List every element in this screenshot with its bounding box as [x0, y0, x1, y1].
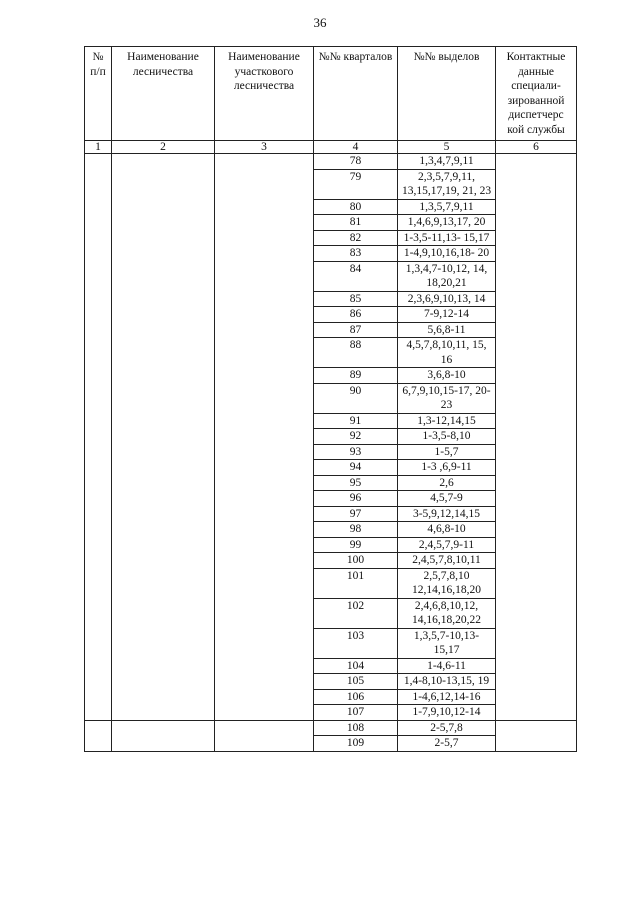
quarter-number-cell: 87 — [314, 322, 398, 338]
quarter-number-cell: 79 — [314, 169, 398, 199]
plot-numbers-cell: 1,4-8,10-13,15, 19 — [398, 674, 496, 690]
plot-numbers-cell: 2,5,7,8,10 12,14,16,18,20 — [398, 568, 496, 598]
quarter-number-cell: 102 — [314, 598, 398, 628]
column-number: 1 — [85, 141, 112, 154]
table-row — [85, 154, 577, 170]
header-quarter-numbers — [314, 47, 398, 141]
quarter-number-cell: 95 — [314, 475, 398, 491]
header-text: Наименование лесничества — [127, 51, 199, 78]
header-forestry-name — [112, 47, 215, 141]
forestry-table — [84, 46, 577, 752]
quarter-number-cell: 104 — [314, 658, 398, 674]
row-number-cell — [85, 720, 112, 751]
column-number: 4 — [314, 141, 398, 154]
plot-numbers-cell: 2,3,6,9,10,13, 14 — [398, 291, 496, 307]
plot-numbers-cell: 1-3 ,6,9-11 — [398, 460, 496, 476]
plot-numbers-cell: 1,3,5,7-10,13- 15,17 — [398, 628, 496, 658]
plot-numbers-cell: 1,3-12,14,15 — [398, 413, 496, 429]
quarter-number-cell: 85 — [314, 291, 398, 307]
table-body — [85, 154, 577, 752]
header-text: Наименование участкового лесничества — [228, 51, 300, 92]
plot-numbers-cell: 6,7,9,10,15-17, 20-23 — [398, 383, 496, 413]
quarter-number-cell: 93 — [314, 444, 398, 460]
plot-numbers-cell: 2,6 — [398, 475, 496, 491]
quarter-number-cell: 106 — [314, 689, 398, 705]
header-text: Контактные данные специали-зированной диспетчерс кой службы — [506, 51, 566, 136]
plot-numbers-cell: 2,4,5,7,9-11 — [398, 537, 496, 553]
quarter-number-cell: 82 — [314, 230, 398, 246]
plot-numbers-cell: 1-4,6-11 — [398, 658, 496, 674]
plot-numbers-cell: 1-5,7 — [398, 444, 496, 460]
column-number: 6 — [496, 141, 577, 154]
quarter-number-cell: 107 — [314, 705, 398, 721]
plot-numbers-cell: 1-4,9,10,16,18- 20 — [398, 246, 496, 262]
contact-cell — [496, 720, 577, 751]
plot-numbers-cell: 2,4,6,8,10,12, 14,16,18,20,22 — [398, 598, 496, 628]
quarter-number-cell: 96 — [314, 491, 398, 507]
quarter-number-cell: 83 — [314, 246, 398, 262]
quarter-number-cell: 109 — [314, 736, 398, 752]
contact-cell — [496, 154, 577, 721]
plot-numbers-cell: 1,3,4,7,9,11 — [398, 154, 496, 170]
plot-numbers-cell: 1-7,9,10,12-14 — [398, 705, 496, 721]
quarter-number-cell: 81 — [314, 215, 398, 231]
quarter-number-cell: 88 — [314, 338, 398, 368]
plot-numbers-cell: 1,3,5,7,9,11 — [398, 199, 496, 215]
district-cell — [215, 154, 314, 721]
page-number: 36 — [313, 15, 327, 30]
quarter-number-cell: 103 — [314, 628, 398, 658]
plot-numbers-cell: 2-5,7 — [398, 736, 496, 752]
plot-numbers-cell: 1-4,6,12,14-16 — [398, 689, 496, 705]
quarter-number-cell: 98 — [314, 522, 398, 538]
plot-numbers-cell: 2-5,7,8 — [398, 720, 496, 736]
quarter-number-cell: 99 — [314, 537, 398, 553]
header-text: №№ кварталов — [318, 51, 393, 63]
header-text: №№ выделов — [413, 51, 480, 63]
plot-numbers-cell: 3-5,9,12,14,15 — [398, 506, 496, 522]
plot-numbers-cell: 1-3,5-11,13- 15,17 — [398, 230, 496, 246]
plot-numbers-cell: 5,6,8-11 — [398, 322, 496, 338]
plot-numbers-cell: 4,5,7,8,10,11, 15, 16 — [398, 338, 496, 368]
quarter-number-cell: 90 — [314, 383, 398, 413]
plot-numbers-cell: 3,6,8-10 — [398, 368, 496, 384]
header-plot-numbers — [398, 47, 496, 141]
table-row — [85, 720, 577, 736]
plot-numbers-cell: 1,4,6,9,13,17, 20 — [398, 215, 496, 231]
plot-numbers-cell: 4,6,8-10 — [398, 522, 496, 538]
plot-numbers-cell: 2,4,5,7,8,10,11 — [398, 553, 496, 569]
plot-numbers-cell: 1-3,5-8,10 — [398, 429, 496, 445]
column-number: 5 — [398, 141, 496, 154]
quarter-number-cell: 89 — [314, 368, 398, 384]
quarter-number-cell: 97 — [314, 506, 398, 522]
row-number-cell — [85, 154, 112, 721]
forestry-cell — [112, 154, 215, 721]
header-district-forestry-name — [215, 47, 314, 141]
quarter-number-cell: 101 — [314, 568, 398, 598]
quarter-number-cell: 78 — [314, 154, 398, 170]
quarter-number-cell: 105 — [314, 674, 398, 690]
quarter-number-cell: 86 — [314, 307, 398, 323]
quarter-number-cell: 100 — [314, 553, 398, 569]
column-number-row — [85, 141, 577, 154]
plot-numbers-cell: 4,5,7-9 — [398, 491, 496, 507]
header-row-number — [85, 47, 112, 141]
column-number: 2 — [112, 141, 215, 154]
district-cell — [215, 720, 314, 751]
header-row — [85, 47, 577, 141]
quarter-number-cell: 92 — [314, 429, 398, 445]
quarter-number-cell: 94 — [314, 460, 398, 476]
column-number: 3 — [215, 141, 314, 154]
header-text: № п/п — [90, 51, 106, 78]
quarter-number-cell: 80 — [314, 199, 398, 215]
plot-numbers-cell: 7-9,12-14 — [398, 307, 496, 323]
quarter-number-cell: 108 — [314, 720, 398, 736]
forestry-cell — [112, 720, 215, 751]
quarter-number-cell: 84 — [314, 261, 398, 291]
header-contact-data — [496, 47, 577, 141]
quarter-number-cell: 91 — [314, 413, 398, 429]
plot-numbers-cell: 1,3,4,7-10,12, 14, 18,20,21 — [398, 261, 496, 291]
plot-numbers-cell: 2,3,5,7,9,11, 13,15,17,19, 21, 23 — [398, 169, 496, 199]
